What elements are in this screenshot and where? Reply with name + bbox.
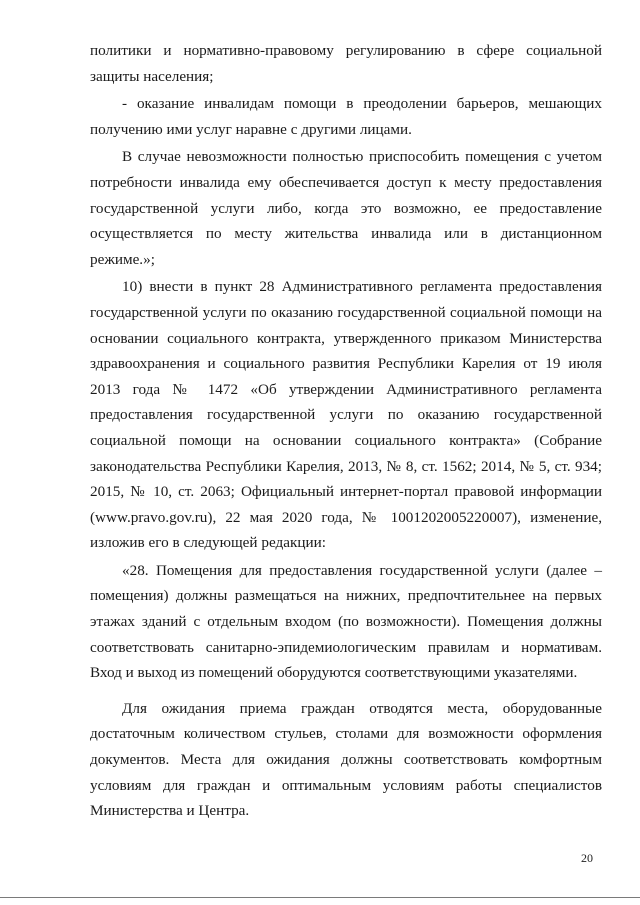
paragraph-continuation: политики и нормативно-правовому регулированию в сфере социальной защиты населения; [90,42,602,85]
document-body [90,38,602,824]
paragraph-item-28: «28. Помещения для предоставления государственной услуги (далее – помещения) должны размещаться на нижних, предпочтительнее на первых этажах зданий с отдельным входом (по возможности). Помещения должны соответствовать санитарно-эпидемиологическим правилам и нормативам. Вход и выход из помещений оборудуются соответствующими указателями. [90,561,602,682]
paragraph-waiting-areas: Для ожидания приема граждан отводятся места, оборудованные достаточным количеством стульев, столами для возможности оформления документов. Места для ожидания должны соответствовать комфортным условиям для граждан и оптимальным условиям работы специалистов Министерства и Центра. [90,699,602,820]
page-number: 20 [581,851,593,865]
paragraph-premises-adaptation: В случае невозможности полностью приспособить помещения с учетом потребности инвалида ему обеспечивается доступ к месту предоставления государственной услуги либо, когда это возможно, ее предоставление осуществляется по месту жительства инвалида или в дистанционном режиме.»; [90,148,602,268]
paragraph-amendment-10: 10) внести в пункт 28 Административного регламента предоставления государственной услуги по оказанию государственной социальной помощи на основании социального контракта, утвержденного приказом Министерства здравоохранения и социального развития Республики Карелия от 19 июля 2013 года № 1472 «Об утверждении Административного регламента предоставления государственной услуги по оказанию государственной социальной помощи на основании социального контракта» (Собрание законодательства Республики Карелия, 2013, № 8, ст. 1562; 2014, № 5, ст. 934; 2015, № 10, ст. 2063; Официальный интернет-портал правовой информации (www.pravo.gov.ru), 22 мая 2020 года, № 1001202005220007), изменение, изложив его в следующей редакции: [90,278,602,552]
scan-edge-divider [0,897,640,898]
paragraph-barriers-assistance: - оказание инвалидам помощи в преодолении барьеров, мешающих получению ими услуг наравне с другими лицами. [90,95,602,138]
